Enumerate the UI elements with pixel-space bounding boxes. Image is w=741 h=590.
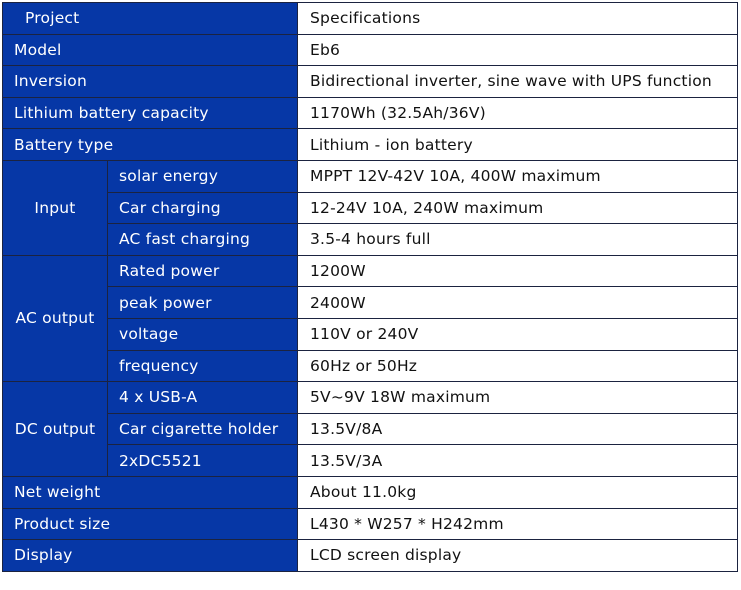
row-value-net-weight: About 11.0kg [298, 476, 738, 508]
table-row [3, 34, 738, 66]
header-project: Project [3, 3, 298, 35]
table-row [3, 382, 738, 414]
row-value-voltage: 110V or 240V [298, 318, 738, 350]
row-value-car-cigarette-holder: 13.5V/8A [298, 413, 738, 445]
row-label-peak-power: peak power [108, 287, 298, 319]
table-row [3, 160, 738, 192]
row-value-frequency: 60Hz or 50Hz [298, 350, 738, 382]
row-label-car-charging: Car charging [108, 192, 298, 224]
row-label-frequency: frequency [108, 350, 298, 382]
row-label-battery-capacity: Lithium battery capacity [3, 97, 298, 129]
row-label-solar-energy: solar energy [108, 160, 298, 192]
row-label-net-weight: Net weight [3, 476, 298, 508]
row-label-ac-fast-charging: AC fast charging [108, 224, 298, 256]
table-row [3, 445, 738, 477]
row-label-display: Display [3, 540, 298, 572]
row-label-rated-power: Rated power [108, 255, 298, 287]
table-row [3, 224, 738, 256]
table-row [3, 476, 738, 508]
row-label-dc5521: 2xDC5521 [108, 445, 298, 477]
table-row [3, 318, 738, 350]
table-row [3, 287, 738, 319]
row-value-battery-type: Lithium - ion battery [298, 129, 738, 161]
row-value-dc5521: 13.5V/3A [298, 445, 738, 477]
row-value-model: Eb6 [298, 34, 738, 66]
row-label-model: Model [3, 34, 298, 66]
group-label-dc-output: DC output [3, 382, 108, 477]
row-label-inversion: Inversion [3, 66, 298, 98]
header-specifications: Specifications [298, 3, 738, 35]
group-label-input: Input [3, 160, 108, 255]
table-row [3, 66, 738, 98]
row-value-inversion: Bidirectional inverter, sine wave with UPS function [298, 66, 738, 98]
row-label-car-cigarette-holder: Car cigarette holder [108, 413, 298, 445]
table-row [3, 192, 738, 224]
row-label-product-size: Product size [3, 508, 298, 540]
specifications-table [2, 2, 738, 572]
row-value-usb-a: 5V~9V 18W maximum [298, 382, 738, 414]
row-value-product-size: L430 * W257 * H242mm [298, 508, 738, 540]
row-label-battery-type: Battery type [3, 129, 298, 161]
group-label-ac-output: AC output [3, 255, 108, 381]
table-row [3, 508, 738, 540]
row-value-solar-energy: MPPT 12V-42V 10A, 400W maximum [298, 160, 738, 192]
row-label-usb-a: 4 x USB-A [108, 382, 298, 414]
table-row [3, 413, 738, 445]
row-value-car-charging: 12-24V 10A, 240W maximum [298, 192, 738, 224]
row-value-peak-power: 2400W [298, 287, 738, 319]
table-row [3, 350, 738, 382]
table-row [3, 129, 738, 161]
table-row [3, 540, 738, 572]
table-row [3, 255, 738, 287]
row-label-voltage: voltage [108, 318, 298, 350]
row-value-battery-capacity: 1170Wh (32.5Ah/36V) [298, 97, 738, 129]
row-value-display: LCD screen display [298, 540, 738, 572]
table-row [3, 97, 738, 129]
row-value-rated-power: 1200W [298, 255, 738, 287]
row-value-ac-fast-charging: 3.5-4 hours full [298, 224, 738, 256]
table-header-row [3, 3, 738, 35]
